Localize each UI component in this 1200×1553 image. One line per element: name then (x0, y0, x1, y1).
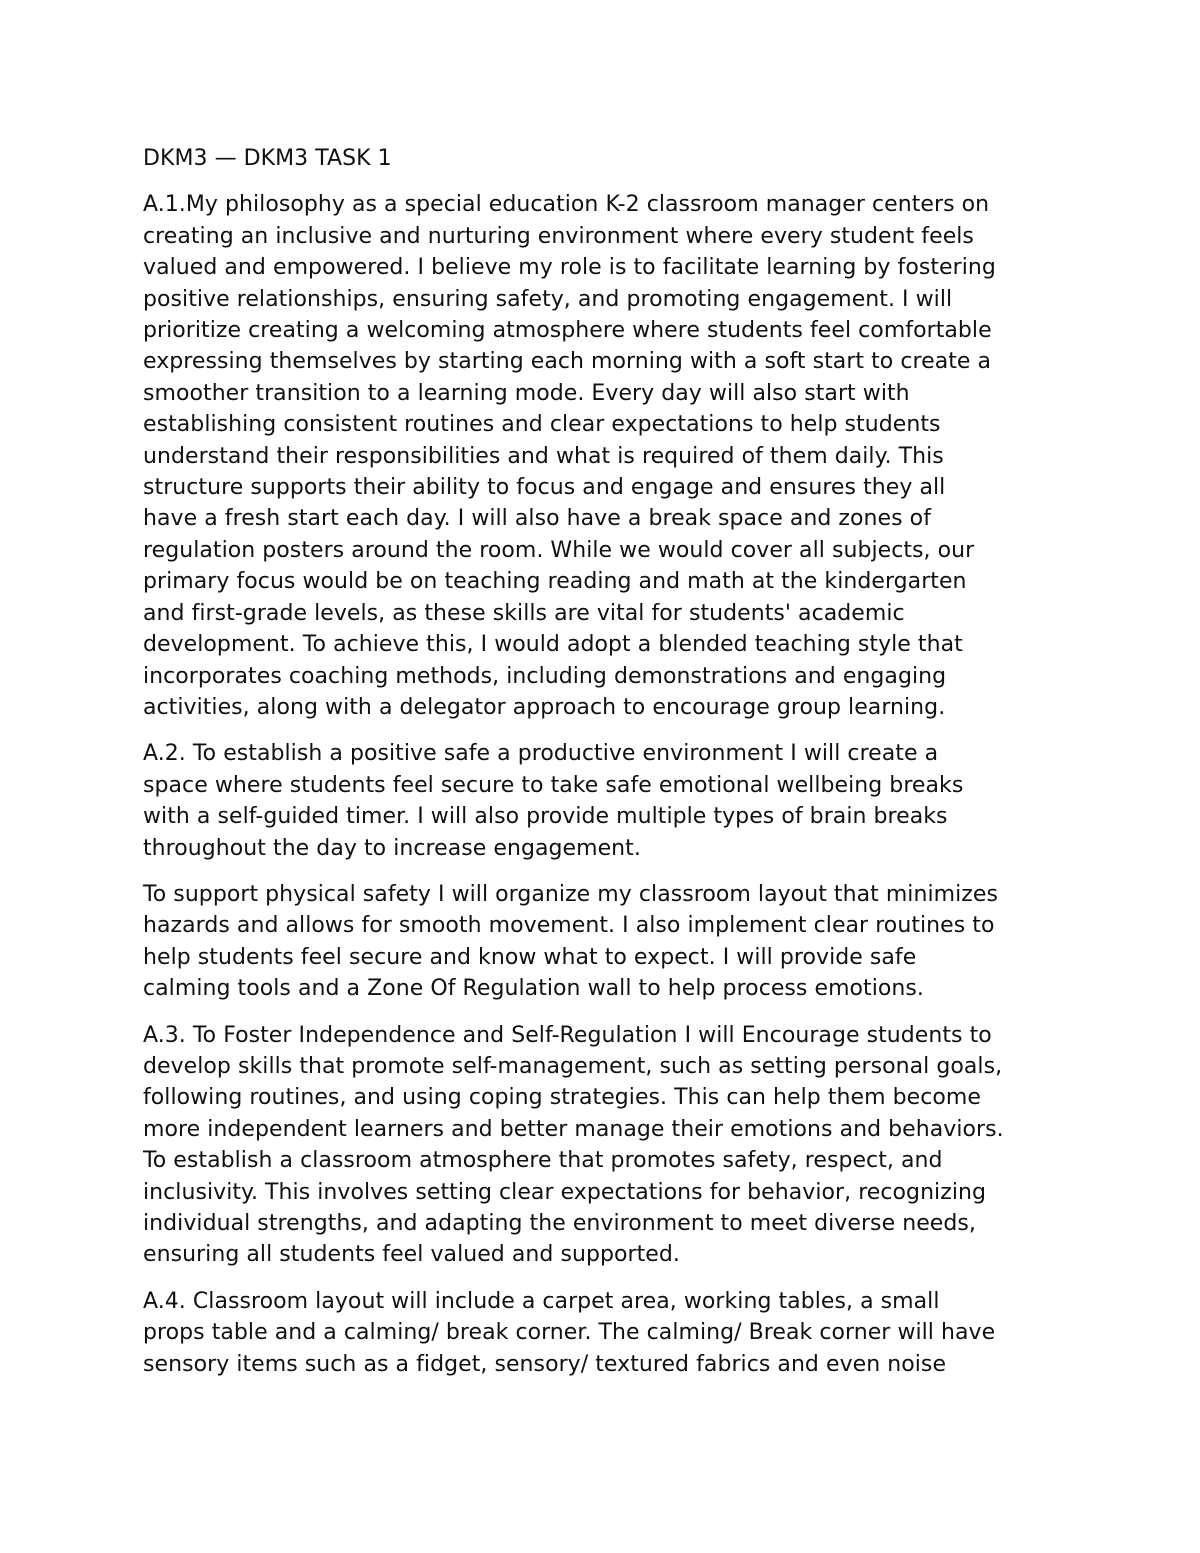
paragraph-a4: A.4. Classroom layout will include a carpet area, working tables, a small props table and a calming/ break corner. The calming/ Break corner will have sensory items such as a fidget, sensory/ textured fabrics and even noise (143, 1288, 996, 1377)
paragraph-a3: A.3. To Foster Independence and Self-Regulation I will Encourage students to develop skills that promote self-management, such as setting personal goals, following routines, and using coping strategies. This can help them become more independent learners and better manage their emotions and behaviors. To establish a classroom atmosphere that promotes safety, respect, and inclusivity. This involves setting clear expectations for behavior, recognizing individual strengths, and adapting the environment to meet diverse needs, ensuring all students feel valued and supported. (143, 1022, 1004, 1268)
paragraph-physical-safety: To support physical safety I will organize my classroom layout that minimizes hazards and allows for smooth movement. I also implement clear routines to help students feel secure and know what to expect. I will provide safe calming tools and a Zone Of Regulation wall to help process emotions. (143, 881, 998, 1002)
paragraph-a2: A.2. To establish a positive safe a productive environment I will create a space where students feel secure to take safe emotional wellbeing breaks with a self-guided timer. I will also provide multiple types of brain breaks throughout the day to increase engagement. (143, 741, 964, 861)
paragraph-a1: A.1.My philosophy as a special education K-2 classroom manager centers on creating an inclusive and nurturing environment where every student feels valued and empowered. I believe my role is to facilitate learning by fostering positive relationships, ensuring safety, and promoting engagement. I will prioritize creating a welcoming atmosphere where students feel comfortable expressing themselves by starting each morning with a soft start to create a smoother transition to a learning mode. Every day will also start with establishing consistent routines and clear expectations to help students understand their responsibilities and what is required of them daily. This structure supports their ability to focus and engage and ensures they all have a fresh start each day. I will also have a break space and zones of regulation posters around the room. While we would cover all subjects, our primary focus would be on teaching reading and math at the kindergarten and first-grade levels, as these skills are vital for students' academic development. To achieve this, I would adopt a blended teaching style that incorporates coaching methods, including demonstrations and engaging activities, along with a delegator approach to encourage group learning. (143, 192, 996, 720)
document-title: DKM3 — DKM3 TASK 1 (143, 146, 392, 171)
document-page (143, 143, 1063, 1395)
